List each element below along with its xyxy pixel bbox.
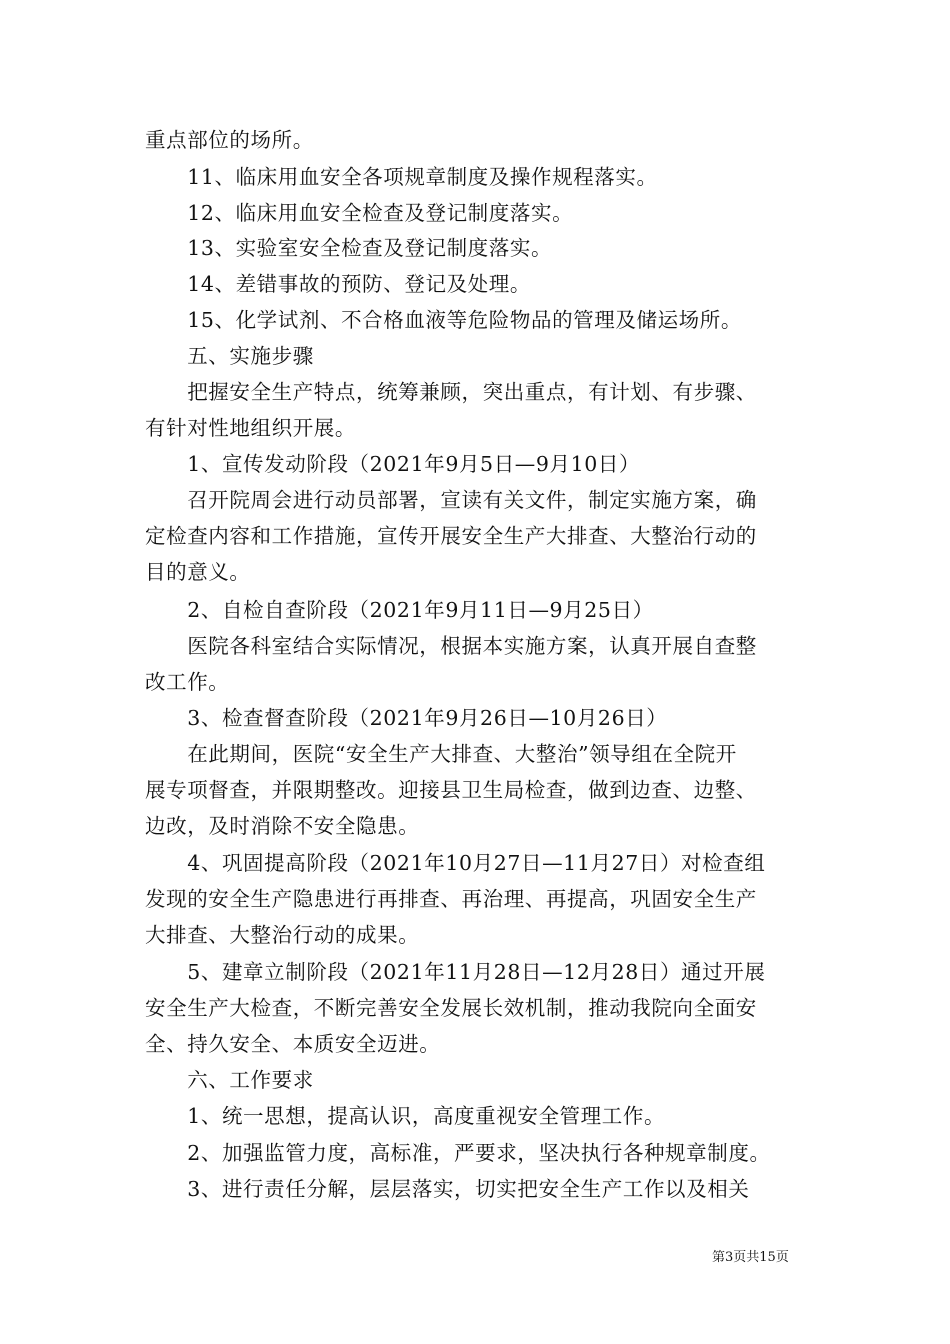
text-line: 11、临床用血安全各项规章制度及操作规程落实。: [145, 165, 658, 189]
text-line: 重点部位的场所。: [145, 128, 314, 152]
text-line: 在此期间，医院“安全生产大排查、大整治”领导组在全院开: [145, 742, 737, 766]
text-line: 3、检查督查阶段（2021年9月26日—10月26日）: [145, 706, 668, 730]
text-line: 15、化学试剂、不合格血液等危险物品的管理及储运场所。: [145, 308, 742, 332]
text-line: 13、实验室安全检查及登记制度落实。: [145, 236, 553, 260]
text-line: 改工作。: [145, 670, 230, 694]
text-line: 2、自检自查阶段（2021年9月11日—9月25日）: [145, 598, 654, 622]
text-line: 2、加强监管力度，高标准，严要求，坚决执行各种规章制度。: [145, 1141, 771, 1165]
text-line: 4、巩固提高阶段（2021年10月27日—11月27日）对检查组: [145, 851, 766, 875]
text-line: 发现的安全生产隐患进行再排查、再治理、再提高，巩固安全生产: [145, 887, 757, 911]
page-number-footer: 第3页共15页: [712, 1250, 789, 1265]
text-line: 3、进行责任分解，层层落实，切实把安全生产工作以及相关: [145, 1177, 750, 1201]
text-line: 1、统一思想，提高认识，高度重视安全管理工作。: [145, 1104, 666, 1128]
section-heading: 五、实施步骤: [145, 344, 314, 368]
section-heading: 六、工作要求: [145, 1068, 314, 1092]
text-line: 展专项督查，并限期整改。迎接县卫生局检查，做到边查、边整、: [145, 778, 757, 802]
text-line: 5、建章立制阶段（2021年11月28日—12月28日）通过开展: [145, 960, 766, 984]
text-line: 召开院周会进行动员部署，宣读有关文件，制定实施方案，确: [145, 488, 757, 512]
text-line: 有针对性地组织开展。: [145, 416, 356, 440]
text-line: 全、持久安全、本质安全迈进。: [145, 1032, 441, 1056]
text-line: 安全生产大检查，不断完善安全发展长效机制，推动我院向全面安: [145, 996, 757, 1020]
text-line: 边改，及时消除不安全隐患。: [145, 814, 420, 838]
text-line: 定检查内容和工作措施，宣传开展安全生产大排查、大整治行动的: [145, 524, 757, 548]
text-line: 把握安全生产特点，统筹兼顾，突出重点，有计划、有步骤、: [145, 380, 757, 404]
text-line: 大排查、大整治行动的成果。: [145, 923, 420, 947]
text-line: 1、宣传发动阶段（2021年9月5日—9月10日）: [145, 452, 641, 476]
text-line: 12、临床用血安全检查及登记制度落实。: [145, 201, 574, 225]
text-line: 医院各科室结合实际情况，根据本实施方案，认真开展自查整: [145, 634, 757, 658]
text-line: 目的意义。: [145, 560, 251, 584]
text-line: 14、差错事故的预防、登记及处理。: [145, 272, 531, 296]
